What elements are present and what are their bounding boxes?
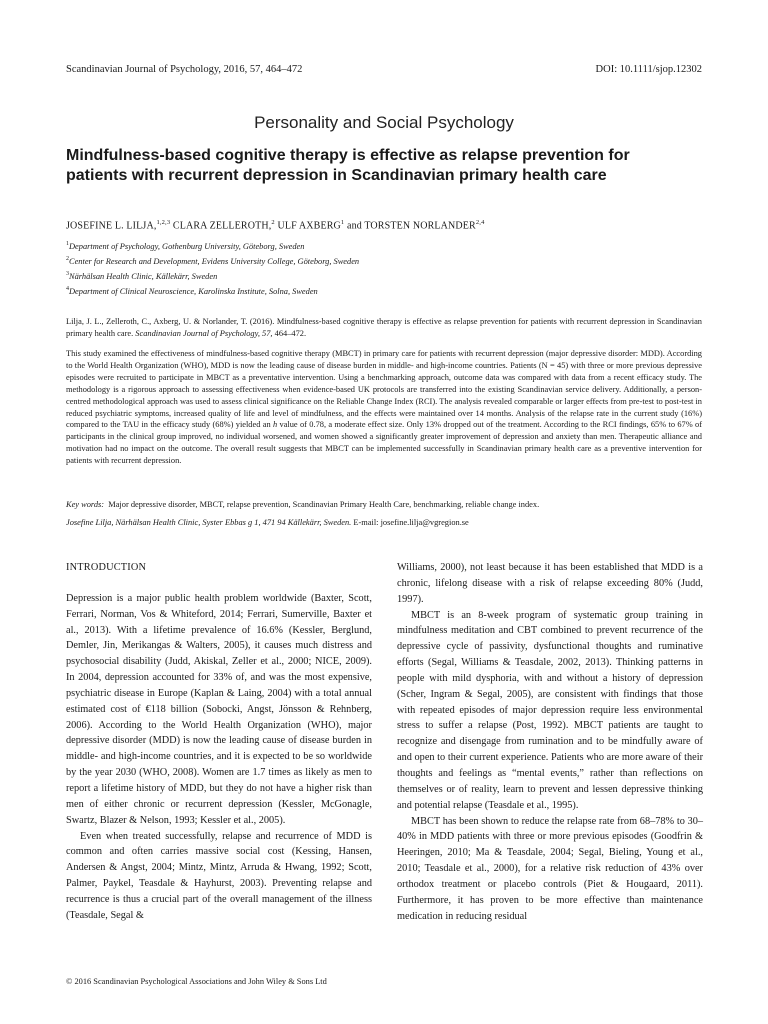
author-affiliation-marker: 2 — [271, 219, 275, 226]
author-affiliation-marker: 1 — [340, 219, 345, 226]
doi: DOI: 10.1111/sjop.12302 — [595, 64, 702, 75]
body-column-right — [397, 560, 703, 924]
abstract: This study examined the effectiveness of mindfulness-based cognitive therapy (MBCT) in primary care for patients with recurrent depression (major depressive disorder: MDD). According to the World Health Organization (WHO), MDD is now the leading cause of disease burden in middle- and high-income countries. Patients (N = 45) with three or more previous depressive episodes were recruited to participate in MBCT as a preventative intervention. Using a benchmarking approach, outcome data was compared with data from a recent efficacy study. The methodology is a rigorous approach to assessing effectiveness when evidence-based UK protocols are transferred into the existing Scandinavian service delivery. Additionally, a person-centred methodological approach was used to assess clinical significance on the Reliable Change Index (RCI). The analysis revealed comparable or larger effects from pre-test to post-test in reduced psychiatric symptoms, increased quality of life and level of mindfulness, and the effects were maintained over 14 months. Analysis of the relapse rate in the current study (16%) compared to the TAU in the efficacy study (68%) yielded an h value of 0.78, a moderate effect size. Only 13% dropped out of the treatment. According to the RCI findings, 65% to 67% of participants in the clinical group improved, no individual worsened, and women showed a significantly greater improvement of depression and anxiety than men. Therapeutic alliance and motivation had no impact on the outcome. The overall result suggests that MBCT can be implemented successfully in Scandinavian primary health care as a preventive intervention for patients with recurrent depression. — [66, 349, 703, 466]
body-column-left — [66, 560, 372, 924]
keywords: Key words: Major depressive disorder, MBCT, relapse prevention, Scandinavian Primary Health Care, benchmarking, reliable change index. — [66, 500, 540, 509]
affiliation: $^4$Department of Clinical Neuroscience, Karolinska Institute, Solna, Sweden — [66, 286, 318, 297]
author-name: JOSEFINE L. LILJA, — [66, 220, 157, 232]
introduction-heading: INTRODUCTION — [66, 562, 147, 573]
body-paragraph: Depression is a major public health problem worldwide (Baxter, Scott, Ferrari, Norman, Vos & Whiteford, 2014; Ferrari, Sumerville, Baxter et al., 2013). With a lifetime prevalence of 16.6% (Kessler, Berglund, Demler, Jin, Merikangas & Walters, 2005), it causes much distress and psychosocial disability (Judd, Akiskal, Zeller et al., 2000; NICE, 2009). In 2004, depression accounted for 33% of, and was the most expensive, psychiatric disease in Europe (Kaplan & Laing, 2004) with a total annual estimated cost of €118 billion (Sobocki, Angst, Jönsson & Rehnberg, 2006). According to the World Health Organization (WHO), major depressive disorder (MDD) is now the leading cause of disease burden in middle- and high-income countries, and it is expected to be so worldwide by the year 2030 (WHO, 2008). Women are 1.7 times as likely as men to report a lifetime history of MDD, but they do not have a higher risk than men of either chronic or recurrent depression (Kessler, McGonagle, Swartz, Blazer & Nelson, 1993; Kessler et al., 2005). — [66, 592, 372, 826]
citation-journal: Scandinavian Journal of Psychology, 57, — [135, 329, 273, 338]
affiliation: $^3$Närhälsan Health Clinic, Källekärr, Sweden — [66, 271, 218, 281]
affiliation-list — [66, 238, 359, 298]
section-heading: Personality and Social Psychology — [254, 113, 514, 132]
body-paragraph: Even when treated successfully, relapse and recurrence of MDD is common and often carries massive social cost (Kessing, Hansen, Andersen & Angst, 2004; Mintz, Mintz, Arruda & Hwang, 1992; Scott, Palmer, Paykel, Teasdale & Hayhurst, 2003). Preventing relapse and recurrence is thus a crucial part of the overall management of the illness (Teasdale, Segal & — [66, 830, 372, 921]
author-name: ULF AXBERG — [277, 220, 341, 232]
author-affiliation-marker: 2,4 — [475, 219, 485, 226]
author-name: and TORSTEN NORLANDER — [346, 220, 476, 232]
author-affiliation-marker: 1,2,3 — [156, 219, 171, 226]
corresponding-author: Josefine Lilja, Närhälsan Health Clinic, Syster Ebbas g 1, 471 94 Källekärr, Sweden. E-mail: josefine.lilja@vgregion.se — [66, 518, 469, 527]
keywords-label: Key words: — [66, 500, 105, 509]
article-title: Mindfulness-based cognitive therapy is effective as relapse prevention for patients with recurrent depression in Scandinavian primary health care — [66, 147, 630, 184]
author-name: CLARA ZELLEROTH, — [172, 220, 272, 232]
body-paragraph: Williams, 2000), not least because it has been established that MDD is a chronic, lifelong disease with a risk of relapse exceeding 80% (Judd, 1997). — [397, 562, 703, 605]
body-paragraph: MBCT has been shown to reduce the relapse rate from 68–78% to 30–40% in MDD patients with three or more previous episodes (Goodfrin & Heeringen, 2010; Ma & Teasdale, 2004; Segal, Bieling, Young et al., 2010; Teasdale et al., 2000), for a relative risk reduction of 43% over orthodox treatment or placebo controls (Piet & Hougaard, 2011). Furthermore, it has proven to be more effective than maintenance medication in reducing residual — [397, 815, 703, 922]
email-link[interactable]: E-mail: josefine.lilja@vgregion.se — [353, 518, 469, 527]
body-paragraph: MBCT is an 8-week program of systematic group training in mindfulness meditation and CBT combined to prevent recurrence of the depressive cycle of passivity, dysfunctional thoughts and ruminative efforts (Segal, Williams & Teasdale, 2002, 2013). Thinking patterns in people with mild dysphoria, with and without a history of depression (Scher, Ingram & Segal, 2005), are consistent with findings that those with repeated episodes of major depression require less environmental stress to suffer a relapse (Post, 1992). MBCT patients are taught to recognize and disengage from rumination and to be mindfully aware of and open to their current experience. Patients who are more aware of their thoughts and feelings as “mental events,” rather than reflections on themselves or of reality, learn to prevent and lessen depressive thinking and potential relapse (Teasdale et al., 1995). — [397, 609, 703, 811]
citation: Lilja, J. L., Zelleroth, C., Axberg, U. & Norlander, T. (2016). Mindfulness-based cognitive therapy is effective as relapse prevention for patients with recurrent depression in Scandinavian primary health care. Scandinavian Journal of Psychology, 57, 464–472. — [66, 317, 702, 338]
affiliation: $^2$Center for Research and Development, Evidens University College, Göteborg, Sweden — [66, 256, 360, 266]
copyright-footer: © 2016 Scandinavian Psychological Associations and John Wiley & Sons Ltd — [66, 977, 327, 986]
author-list — [66, 219, 484, 231]
journal-reference: Scandinavian Journal of Psychology, 2016, 57, 464–472 — [66, 64, 303, 75]
affiliation: $^1$Department of Psychology, Gothenburg University, Göteborg, Sweden — [66, 241, 305, 251]
running-head — [66, 64, 702, 75]
